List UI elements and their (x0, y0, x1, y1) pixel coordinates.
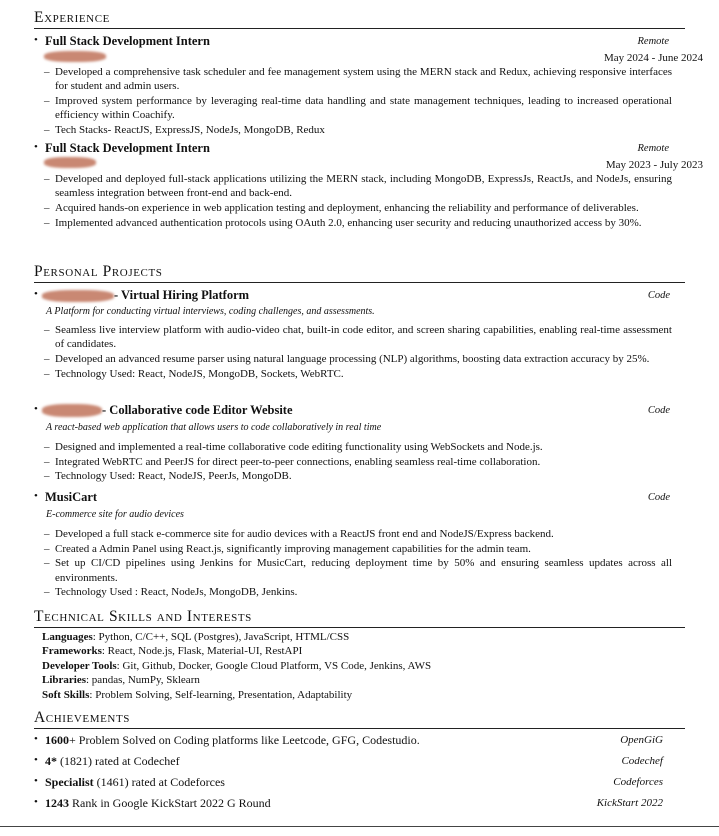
skills-section (34, 608, 685, 628)
bullet-icon: • (34, 775, 38, 787)
skills-row-soft-skills (42, 688, 682, 702)
experience-entry-2-header (34, 141, 685, 157)
experience-entry-2-location: Remote (637, 143, 669, 154)
page-bottom-divider (0, 826, 719, 827)
list-item: – Set up CI/CD pipelines using Jenkins for MusicCart, reducing deployment time by 50% and ensuring seamless updates across all environments. (44, 556, 672, 584)
achievement-source: OpenGiG (620, 734, 663, 746)
bullet-icon: • (34, 490, 38, 502)
skills-label: Frameworks (42, 645, 102, 658)
achievements-section (34, 709, 685, 729)
skills-label: Libraries (42, 674, 86, 687)
bullet-icon: • (34, 34, 38, 46)
section-divider (34, 627, 685, 628)
skills-label: Languages (42, 631, 93, 643)
skills-value: : pandas, NumPy, Sklearn (86, 674, 200, 687)
skills-label: Soft Skills (42, 688, 90, 701)
achievement-item (34, 775, 665, 791)
list-item: – Tech Stacks- ReactJS, ExpressJS, NodeJs, MongoDB, Redux (44, 123, 672, 137)
achievement-highlight: 1600 (45, 733, 69, 747)
skills-label: Developer Tools (42, 659, 117, 672)
bullet-icon: • (34, 796, 38, 808)
experience-entry-1-header (34, 34, 685, 50)
project-3-title: MusiCart (45, 490, 98, 504)
list-item: – Improved system performance by leveraging real-time data handling and state management techniques, leading to increased operational efficiency within Coachify. (44, 94, 672, 122)
list-item: – Seamless live interview platform with audio-video chat, built-in code editor, and screen sharing capabilities, enabling real-time assessment of candidates. (44, 323, 672, 351)
experience-entry-1-title: Full Stack Development Intern (45, 34, 210, 48)
achievement-source: Codeforces (613, 776, 663, 788)
skills-value: : Python, C/C++, SQL (Postgres), JavaScript, HTML/CSS (92, 631, 350, 643)
bullet-icon: • (34, 733, 38, 745)
experience-heading: Experience (34, 9, 110, 26)
skills-row-frameworks (42, 644, 682, 658)
achievement-text: (1461) rated at Codeforces (93, 775, 225, 789)
achievement-item (34, 754, 665, 770)
redacted-company-name (44, 51, 106, 62)
redacted-project-name (42, 404, 102, 417)
list-item: – Technology Used: React, NodeJS, PeerJs, MongoDB. (44, 469, 672, 483)
experience-entry-1-points (44, 65, 672, 138)
achievement-text: + Problem Solved on Coding platforms like Leetcode, GFG, Codestudio. (69, 733, 420, 747)
skills-list (42, 630, 682, 702)
achievement-source: Codechef (621, 755, 663, 767)
experience-entry-2-points (44, 172, 672, 230)
project-3-header (34, 490, 685, 506)
experience-entry-1-dates: May 2024 - June 2024 (604, 52, 703, 64)
skills-row-developer-tools (42, 659, 682, 673)
list-item: – Implemented advanced authentication protocols using OAuth 2.0, enhancing user security and reducing unauthorized access by 30%. (44, 216, 672, 230)
achievement-highlight: 4* (45, 754, 57, 768)
project-3-points (44, 527, 672, 600)
achievement-source: KickStart 2022 (596, 797, 663, 809)
project-2-subtitle: A react-based web application that allows users to code collaboratively in real time (46, 422, 382, 433)
redacted-project-name (42, 290, 114, 302)
experience-entry-2-dates: May 2023 - July 2023 (605, 159, 703, 171)
project-3-subtitle: E-commerce site for audio devices (46, 509, 184, 520)
list-item: – Technology Used : React, NodeJs, MongoDB, Jenkins. (44, 585, 672, 599)
bullet-icon: • (34, 754, 38, 766)
list-item: – Created a Admin Panel using React.js, significantly improving management capabilities for the admin team. (44, 542, 672, 556)
experience-section (34, 9, 685, 29)
projects-heading: Personal Projects (34, 263, 163, 280)
bullet-icon: • (34, 403, 38, 415)
project-1-points (44, 323, 672, 381)
list-item: – Designed and implemented a real-time collaborative code editing functionality using WebSockets and Node.js. (44, 440, 672, 454)
experience-entry-2-title: Full Stack Development Intern (45, 141, 210, 155)
section-divider (34, 728, 685, 729)
project-1-code-link[interactable]: Code (647, 290, 670, 301)
list-item: – Developed a full stack e-commerce site for audio devices with a ReactJS front end and NodeJS/Express backend. (44, 527, 672, 541)
achievement-highlight: Specialist (45, 775, 94, 789)
list-item: – Integrated WebRTC and PeerJS for direct peer-to-peer connections, enabling seamless real-time collaboration. (44, 455, 672, 469)
experience-entry-1-location: Remote (637, 36, 669, 47)
project-1-header (34, 288, 685, 304)
project-1-subtitle: A Platform for conducting virtual interviews, coding challenges, and assessments. (46, 306, 375, 317)
section-divider (34, 282, 685, 283)
achievements-heading: Achievements (34, 709, 131, 726)
achievement-item (34, 796, 665, 812)
project-2-title: - Collaborative code Editor Website (102, 403, 293, 417)
project-2-code-link[interactable]: Code (647, 405, 670, 416)
achievement-text: Rank in Google KickStart 2022 G Round (69, 796, 271, 810)
skills-row-libraries (42, 673, 682, 687)
redacted-company-name (44, 157, 96, 168)
list-item: – Technology Used: React, NodeJS, MongoDB, Sockets, WebRTC. (44, 367, 672, 381)
project-1-title: - Virtual Hiring Platform (114, 288, 250, 302)
achievement-text: (1821) rated at Codechef (57, 754, 180, 768)
project-2-points (44, 440, 672, 484)
achievement-highlight: 1243 (45, 796, 69, 810)
bullet-icon: • (34, 288, 38, 300)
list-item: – Developed an advanced resume parser using natural language processing (NLP) algorithms, boosting data extraction accuracy by 25%. (44, 352, 672, 366)
projects-section (34, 263, 685, 283)
skills-value: : React, Node.js, Flask, Material-UI, RestAPI (101, 645, 303, 658)
skills-value: : Git, Github, Docker, Google Cloud Platform, VS Code, Jenkins, AWS (116, 659, 432, 672)
list-item: – Developed a comprehensive task scheduler and fee management system using the MERN stack and Redux, achieving responsive interfaces for student and admin users. (44, 65, 672, 93)
list-item: – Developed and deployed full-stack applications utilizing the MERN stack, including MongoDB, ExpressJs, ReactJs, and NodeJs, ensuring seamless integration between front-end and back-end. (44, 172, 672, 200)
bullet-icon: • (34, 141, 38, 153)
section-divider (34, 28, 685, 29)
skills-heading: Technical Skills and Interests (34, 608, 252, 625)
achievement-item (34, 733, 665, 749)
skills-row-languages (42, 630, 682, 644)
project-2-header (34, 403, 685, 419)
list-item: – Acquired hands-on experience in web application testing and deployment, enhancing the reliability and performance of deliverables. (44, 201, 672, 215)
skills-value: : Problem Solving, Self-learning, Presentation, Adaptability (89, 688, 353, 701)
project-3-code-link[interactable]: Code (647, 492, 670, 503)
